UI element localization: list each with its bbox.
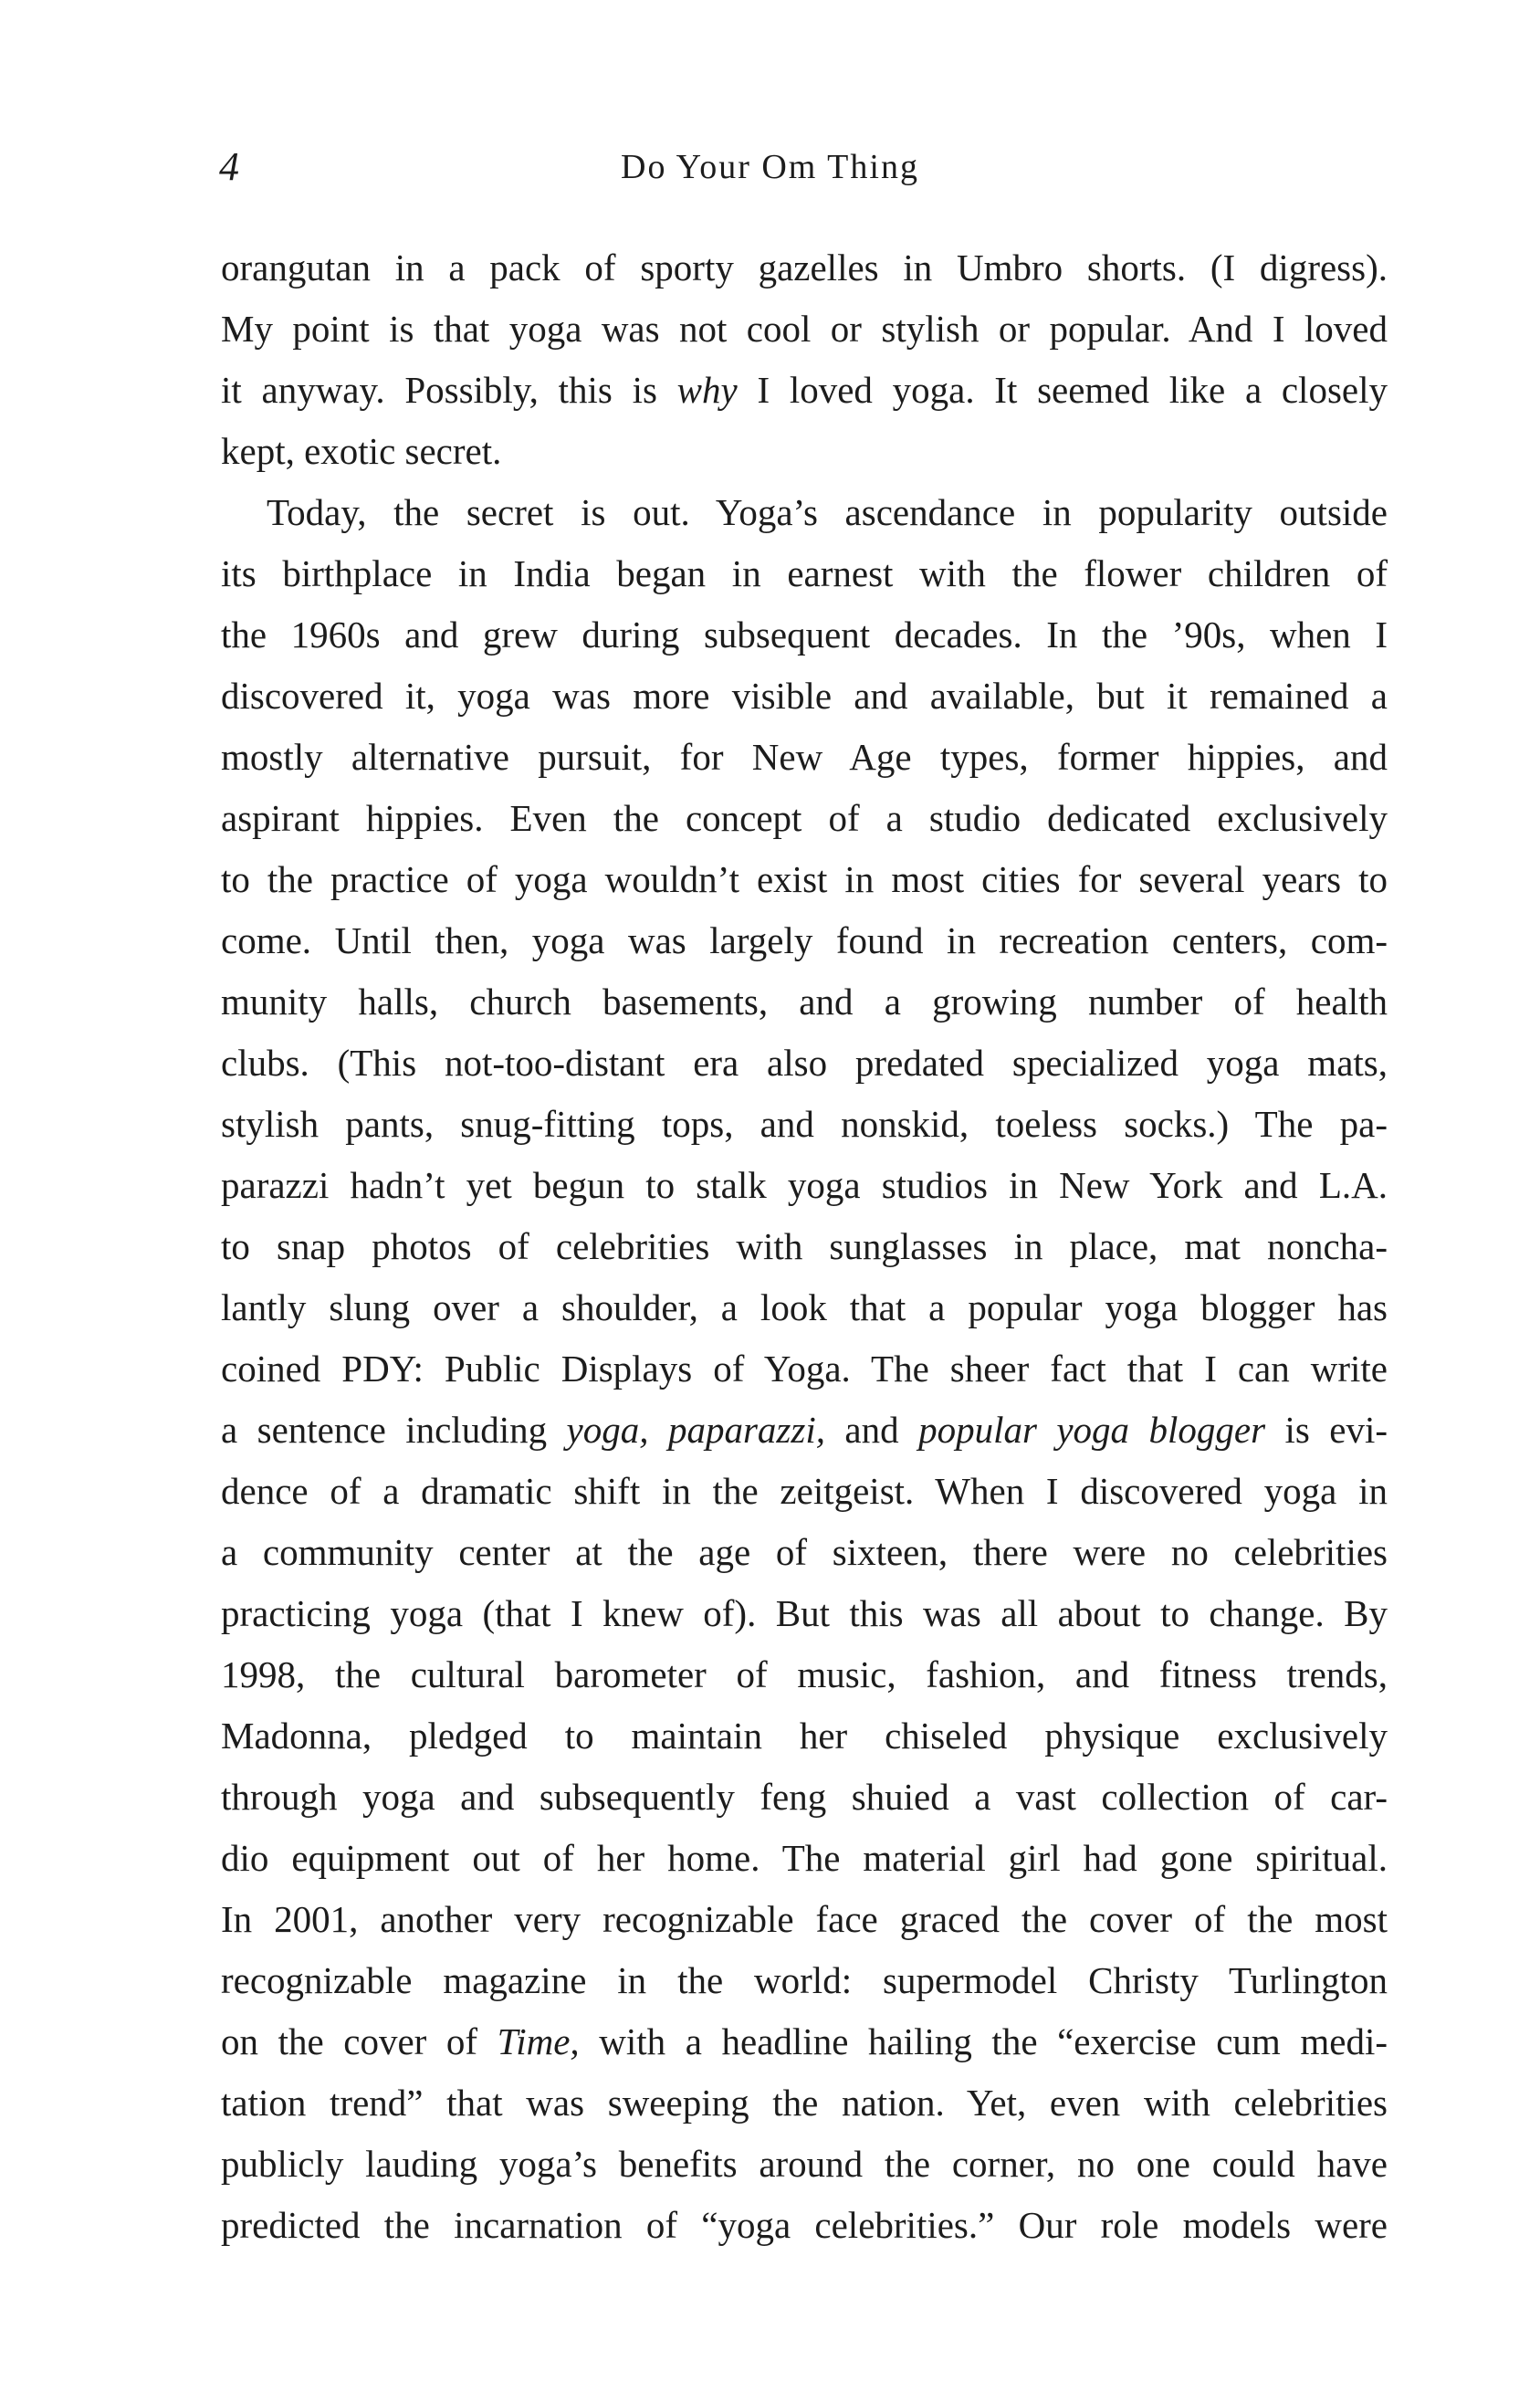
text-line: recognizable magazine in the world: supermodel Christy Turlington xyxy=(221,1959,1388,2001)
text-line: on the cover of Time, with a headline hailing the “exercise cum medi- xyxy=(221,2020,1388,2062)
text-line: parazzi hadn’t yet begun to stalk yoga studios in New York and L.A. xyxy=(221,1164,1388,1206)
text-line: clubs. (This not-too-distant era also predated specialized yoga mats, xyxy=(221,1042,1388,1084)
paragraph xyxy=(221,482,1388,2256)
text-line: dence of a dramatic shift in the zeitgeist. When I discovered yoga in xyxy=(221,1470,1388,1512)
text-line: to the practice of yoga wouldn’t exist in most cities for several years to xyxy=(221,858,1388,900)
text-line: munity halls, church basements, and a growing number of health xyxy=(221,981,1388,1023)
text-line: a sentence including yoga, paparazzi, and popular yoga blogger is evi- xyxy=(221,1409,1388,1451)
text-line: it anyway. Possibly, this is why I loved yoga. It seemed like a closely xyxy=(221,369,1388,411)
text-line: mostly alternative pursuit, for New Age types, former hippies, and xyxy=(221,736,1388,778)
page-number: 4 xyxy=(219,144,239,189)
text-line: dio equipment out of her home. The material girl had gone spiritual. xyxy=(221,1837,1388,1879)
text-line: through yoga and subsequently feng shuied a vast collection of car- xyxy=(221,1776,1388,1818)
text-line: My point is that yoga was not cool or stylish or popular. And I loved xyxy=(221,308,1388,350)
text-line: orangutan in a pack of sporty gazelles in Umbro shorts. (I digress). xyxy=(221,247,1388,289)
running-header xyxy=(0,135,1540,199)
text-line: kept, exotic secret. xyxy=(221,430,502,472)
text-line: discovered it, yoga was more visible and available, but it remained a xyxy=(221,675,1388,717)
text-line: the 1960s and grew during subsequent decades. In the ’90s, when I xyxy=(221,614,1388,656)
paragraph xyxy=(221,237,1388,482)
text-line: practicing yoga (that I knew of). But this was all about to change. By xyxy=(221,1592,1388,1634)
body-text xyxy=(221,237,1388,2256)
text-line: come. Until then, yoga was largely found in recreation centers, com- xyxy=(221,919,1388,961)
text-line: a community center at the age of sixteen, there were no celebrities xyxy=(221,1531,1388,1573)
text-line: its birthplace in India began in earnest with the flower children of xyxy=(221,552,1388,594)
text-line: 1998, the cultural barometer of music, fashion, and fitness trends, xyxy=(221,1653,1388,1695)
text-line: In 2001, another very recognizable face graced the cover of the most xyxy=(221,1898,1388,1940)
text-line: stylish pants, snug-fitting tops, and nonskid, toeless socks.) The pa- xyxy=(221,1103,1388,1145)
running-title: Do Your Om Thing xyxy=(621,148,919,186)
text-line: Madonna, pledged to maintain her chiseled physique exclusively xyxy=(221,1715,1388,1757)
text-line: Today, the secret is out. Yoga’s ascendance in popularity outside xyxy=(267,491,1388,533)
text-line: coined PDY: Public Displays of Yoga. The sheer fact that I can write xyxy=(221,1348,1388,1390)
text-line: publicly lauding yoga’s benefits around the corner, no one could have xyxy=(221,2143,1388,2185)
text-line: predicted the incarnation of “yoga celebrities.” Our role models were xyxy=(221,2204,1388,2246)
text-line: to snap photos of celebrities with sunglasses in place, mat noncha- xyxy=(221,1225,1388,1267)
text-line: aspirant hippies. Even the concept of a studio dedicated exclusively xyxy=(221,797,1388,839)
text-line: lantly slung over a shoulder, a look that a popular yoga blogger has xyxy=(221,1286,1388,1328)
text-line: tation trend” that was sweeping the nation. Yet, even with celebrities xyxy=(221,2082,1388,2124)
